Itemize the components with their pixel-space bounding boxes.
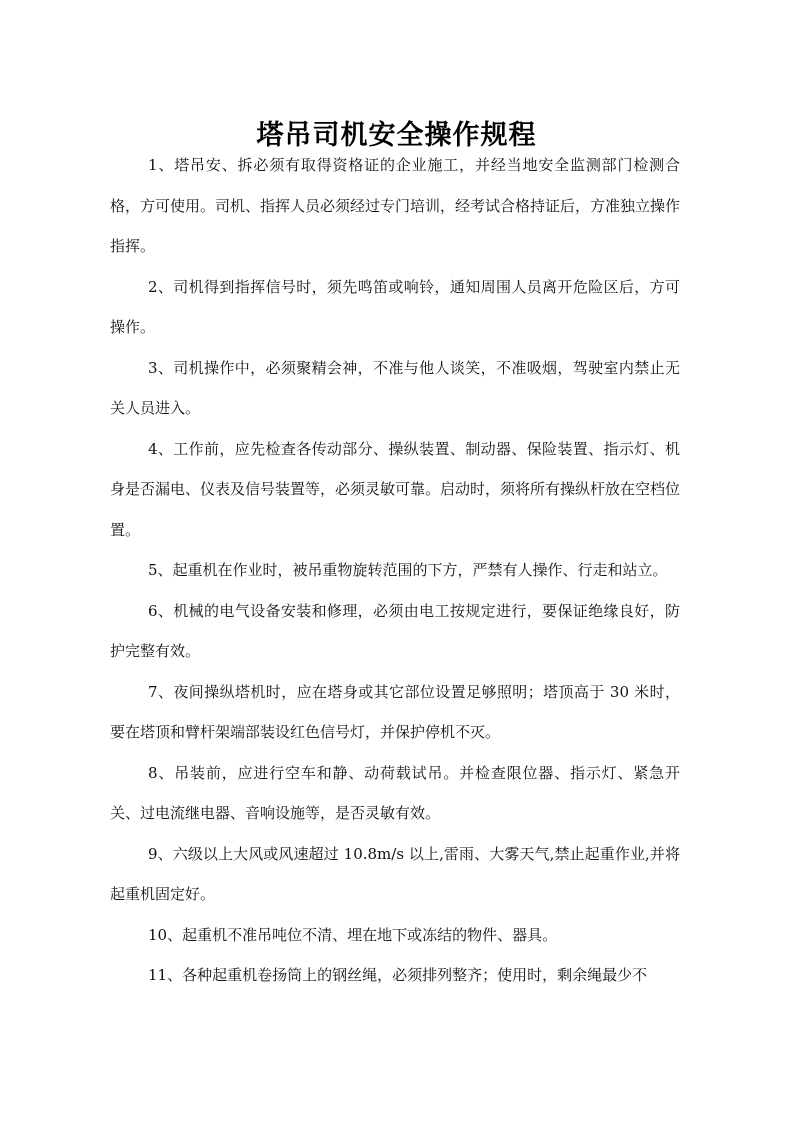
rule-paragraph-3: 3、司机操作中，必须聚精会神，不准与他人谈笑，不准吸烟，驾驶室内禁止无关人员进入。	[110, 358, 680, 417]
rule-paragraph-4: 4、工作前，应先检查各传动部分、操纵装置、制动器、保险装置、指示灯、机身是否漏电、仪表及信号装置等，必须灵敏可靠。启动时，须将所有操纵杆放在空档位置。	[110, 439, 681, 539]
rule-paragraph-1: 1、塔吊安、拆必须有取得资格证的企业施工，并经当地安全监测部门检测合格，方可使用。司机、指挥人员必须经过专门培训，经考试合格持证后，方准独立操作指挥。	[110, 156, 681, 255]
rule-paragraph-11: 11、各种起重机卷扬筒上的钢丝绳，必须排列整齐；使用时，剩余绳最少不	[148, 966, 648, 984]
rule-paragraph-10: 10、起重机不准吊吨位不清、埋在地下或冻结的物件、器具。	[148, 925, 558, 944]
rule-paragraph-2: 2、司机得到指挥信号时，须先鸣笛或响铃，通知周围人员离开危险区后，方可操作。	[110, 277, 680, 336]
rule-paragraph-6: 6、机械的电气设备安装和修理，必须由电工按规定进行，要保证绝缘良好，防护完整有效。	[110, 601, 680, 660]
rule-paragraph-5: 5、起重机在作业时，被吊重物旋转范围的下方，严禁有人操作、行走和站立。	[148, 561, 668, 579]
document-body	[110, 145, 680, 996]
document-title: 塔吊司机安全操作规程	[256, 120, 537, 152]
rule-paragraph-7: 7、夜间操纵塔机时，应在塔身或其它部位设置足够照明；塔顶高于 30 米时，要在塔顶和臂杆架端部装设红色信号灯，并保护停机不灭。	[110, 682, 680, 741]
rule-paragraph-8: 8、吊装前，应进行空车和静、动荷载试吊。并检查限位器、指示灯、紧急开关、过电流继电器、音响设施等，是否灵敏有效。	[110, 763, 680, 822]
rule-paragraph-9: 9、六级以上大风或风速超过 10.8m/s 以上,雷雨、大雾天气,禁止起重作业,并将起重机固定好。	[110, 844, 680, 903]
